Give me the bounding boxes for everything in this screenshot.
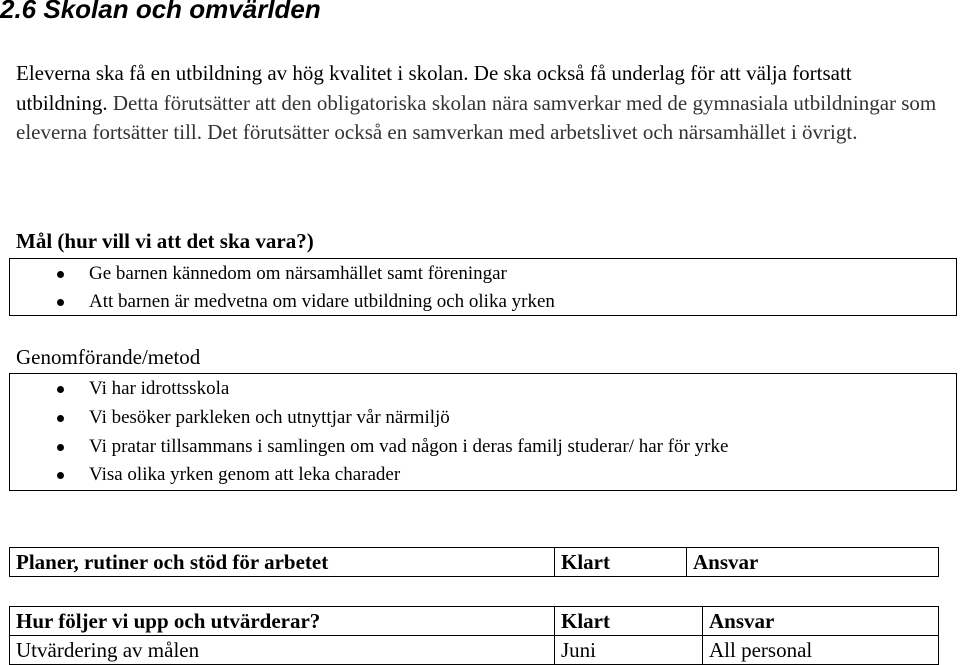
method-box — [9, 373, 957, 491]
plans-header-cell: Ansvar — [687, 548, 939, 577]
section-heading: 2.6 Skolan och omvärlden — [0, 0, 321, 24]
bullet-icon — [57, 415, 64, 422]
plans-header-cell: Planer, rutiner och stöd för arbetet — [10, 548, 555, 577]
goals-box — [9, 258, 957, 316]
goals-title: Mål (hur vill vi att det ska vara?) — [16, 229, 314, 253]
method-item-text: Visa olika yrken genom att leka charader — [89, 464, 401, 485]
method-title: Genomförande/metod — [16, 345, 201, 369]
bullet-icon — [57, 271, 64, 278]
followup-header-cell: Ansvar — [703, 607, 939, 636]
bullet-icon — [57, 386, 64, 393]
bullet-icon — [57, 472, 64, 479]
method-item-text: Vi besöker parkleken och utnyttjar vår närmiljö — [89, 407, 450, 428]
followup-cell: Juni — [555, 636, 703, 665]
intro-sentence-3: Det förutsätter också en samverkan med arbetslivet och närsamhället i övrigt. — [207, 120, 858, 144]
followup-header-cell: Klart — [555, 607, 703, 636]
table-header-row — [10, 607, 939, 636]
method-item-text: Vi har idrottsskola — [89, 378, 230, 399]
followup-cell: All personal — [703, 636, 939, 665]
intro-sentence-1: Eleverna ska få en utbildning av hög kvalitet i skolan. De ska också få underlag för att välja fortsatt utbildning. — [16, 61, 852, 115]
bullet-icon — [57, 299, 64, 306]
followup-header-cell: Hur följer vi upp och utvärderar? — [10, 607, 555, 636]
followup-table — [9, 606, 939, 665]
intro-sentence-2: Detta förutsätter att den obligatoriska skolan nära samverkar med de gymnasiala utbildningar som eleverna fortsätter till. — [16, 90, 937, 144]
goal-item-text: Ge barnen kännedom om närsamhället samt föreningar — [89, 263, 507, 284]
table-header-row — [10, 548, 939, 577]
method-item-text: Vi pratar tillsammans i samlingen om vad någon i deras familj studerar/ har för yrke — [89, 436, 729, 457]
plans-table — [9, 547, 939, 577]
intro-paragraph — [16, 59, 946, 148]
plans-header-cell: Klart — [555, 548, 687, 577]
table-row — [10, 636, 939, 665]
goal-item-text: Att barnen är medvetna om vidare utbildning och olika yrken — [89, 291, 555, 312]
followup-cell: Utvärdering av målen — [10, 636, 555, 665]
bullet-icon — [57, 444, 64, 451]
